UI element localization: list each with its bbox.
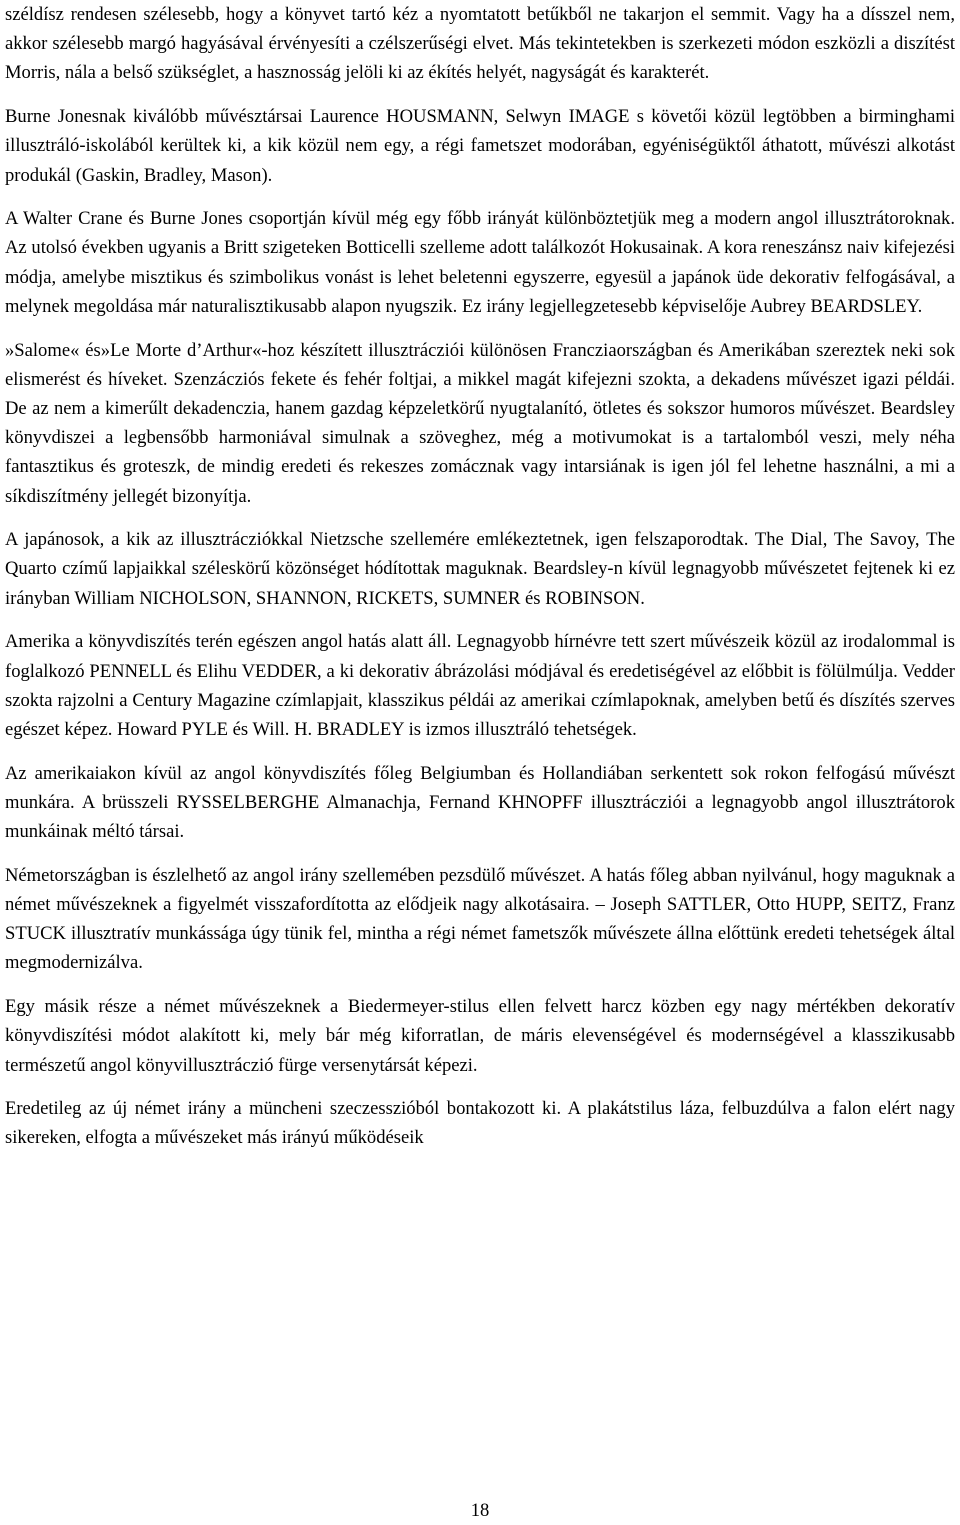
paragraph-japanese-style: A japánosok, a kik az illusztrácziókkal Nietzsche szellemére emlékeztetnek, igen felszaporodtak. The Dial, The Savoy, The Quarto czímű lapjaikkal széleskörű közönséget hódítottak maguknak. Beardsley-n kívül legnagyobb művészetet fejtenek ki ez irányban William NICHOLSON, SHANNON, RICKETS, SUMNER és ROBINSON. [5,529,955,609]
paragraph-germany: Németországban is észlelhető az angol irány szellemében pezsdülő művészet. A hatás főleg abban nyilvánul, hogy maguknak a német művészeknek a figyelmét visszafordította az elődjeik nagy alkotásaira. – Joseph SATTLER, Otto HUPP, SEITZ, Franz STUCK illusztratív munkássága úgy tünik fel, mintha a régi német fametszők művészete állna előttünk eredeti tehetségek által megmodernizálva. [5,864,955,974]
paragraph-salome-beardsley: »Salome« és»Le Morte d’Arthur«-hoz készített illusztrácziói különösen Francziaországban és Amerikában szereztek neki sok elismerést és híveket. Szenzácziós fekete és fehér foltjai, a mikkel magát kifejezni szokta, a dekadens művészet igazi példái. De az nem a kimerűlt dekadenczia, hanem gazdag képzeletkörű nyugtalanító, ötletes és sokszor humoros művészet. Beardsley könyvdiszei a legbensőbb harmoniával simulnak a szöveghez, még a motivumokat is a tartalomból veszi, mely néha fantasztikus és groteszk, de mindig eredeti és rekeszes zomácznak vagy intarsiának is igen jól fel lehetne használni, a mi a síkdiszítmény jellegét bizonyítja. [5,339,955,507]
document-page [5,0,955,1167]
paragraph-munich-secession: Eredetileg az új német irány a müncheni szeczesszióból bontakozott ki. A plakátstilus láza, felbuzdúlva a falon elért nagy sikereken, elfogta a művészeket más irányú működéseik [5,1098,955,1149]
paragraph-walter-crane-beardsley: A Walter Crane és Burne Jones csoportján kívül még egy főbb irányát különböztetjük meg a modern angol illusztrátoroknak. Az utolsó években ugyanis a Britt szigeteken Botticelli szelleme adott találkozót Hokusainak. A kora reneszánsz naiv kifejezési módja, amelybe misztikus és szimbolikus vonást is lehet beletenni egyszerre, egyesül a japánok üde dekorativ felfogásával, a melynek megoldása már naturalisztikusabb alapon nyugszik. Ez irány legjellegzetesebb képviselője Aubrey BEARDSLEY. [5,208,955,317]
page-number: 18 [470,1500,490,1521]
paragraph-america: Amerika a könyvdiszítés terén egészen angol hatás alatt áll. Legnagyobb hírnévre tett szert művészeik közül az irodalommal is foglalkozó PENNELL és Elihu VEDDER, a ki dekorativ ábrázolási módjával és eredetiségével az előbbit is fölülmúlja. Vedder szokta rajzolni a Century Magazine czímlapjait, klasszikus példái az amerikai czímlapoknak, amelyben betű és díszítés szerves egészet képez. Howard PYLE és Will. H. BRADLEY is izmos illusztráló tehetségek. [5,631,955,740]
paragraph-belgium-holland: Az amerikaiakon kívül az angol könyvdiszítés főleg Belgiumban és Hollandiában serkentett sok rokon felfogású művészt munkára. A brüsszeli RYSSELBERGHE Almanachja, Fernand KHNOPFF illusztrácziói a legnagyobb angol illusztrátorok munkáinak méltó társai. [5,762,955,843]
paragraph-morris-margins: széldísz rendesen szélesebb, hogy a könyvet tartó kéz a nyomtatott betűkből ne takarjon el semmit. Vagy ha a dísszel nem, akkor szélesebb margó hagyásával érvényesíti a czélszerűségi elvet. Más tekintetekben is szerkezeti módon eszközli a diszítést Morris, nála a belső szükséglet, a hasznosság jelöli ki az ékítés helyét, nagyságát és karakterét. [5,4,955,84]
paragraph-burne-jones-followers: Burne Jonesnak kiválóbb művésztársai Laurence HOUSMANN, Selwyn IMAGE s követői közül legtöbben a birminghami illusztráló-iskolából kerültek ki, a kik közül nem egy, a régi fametszet modorában, egyéniségüktől áthatott, művészi alkotást produkál (Gaskin, Bradley, Mason). [5,106,955,186]
paragraph-biedermeyer: Egy másik része a német művészeknek a Biedermeyer-stilus ellen felvett harcz közben egy nagy mértékben dekoratív könyvdiszítési módot alakított ki, mely bár még kiforratlan, de máris elevenségével és modernségével a klasszikusabb természetű angol könyvillusztráczió fürge versenytársát képezi. [5,996,955,1076]
